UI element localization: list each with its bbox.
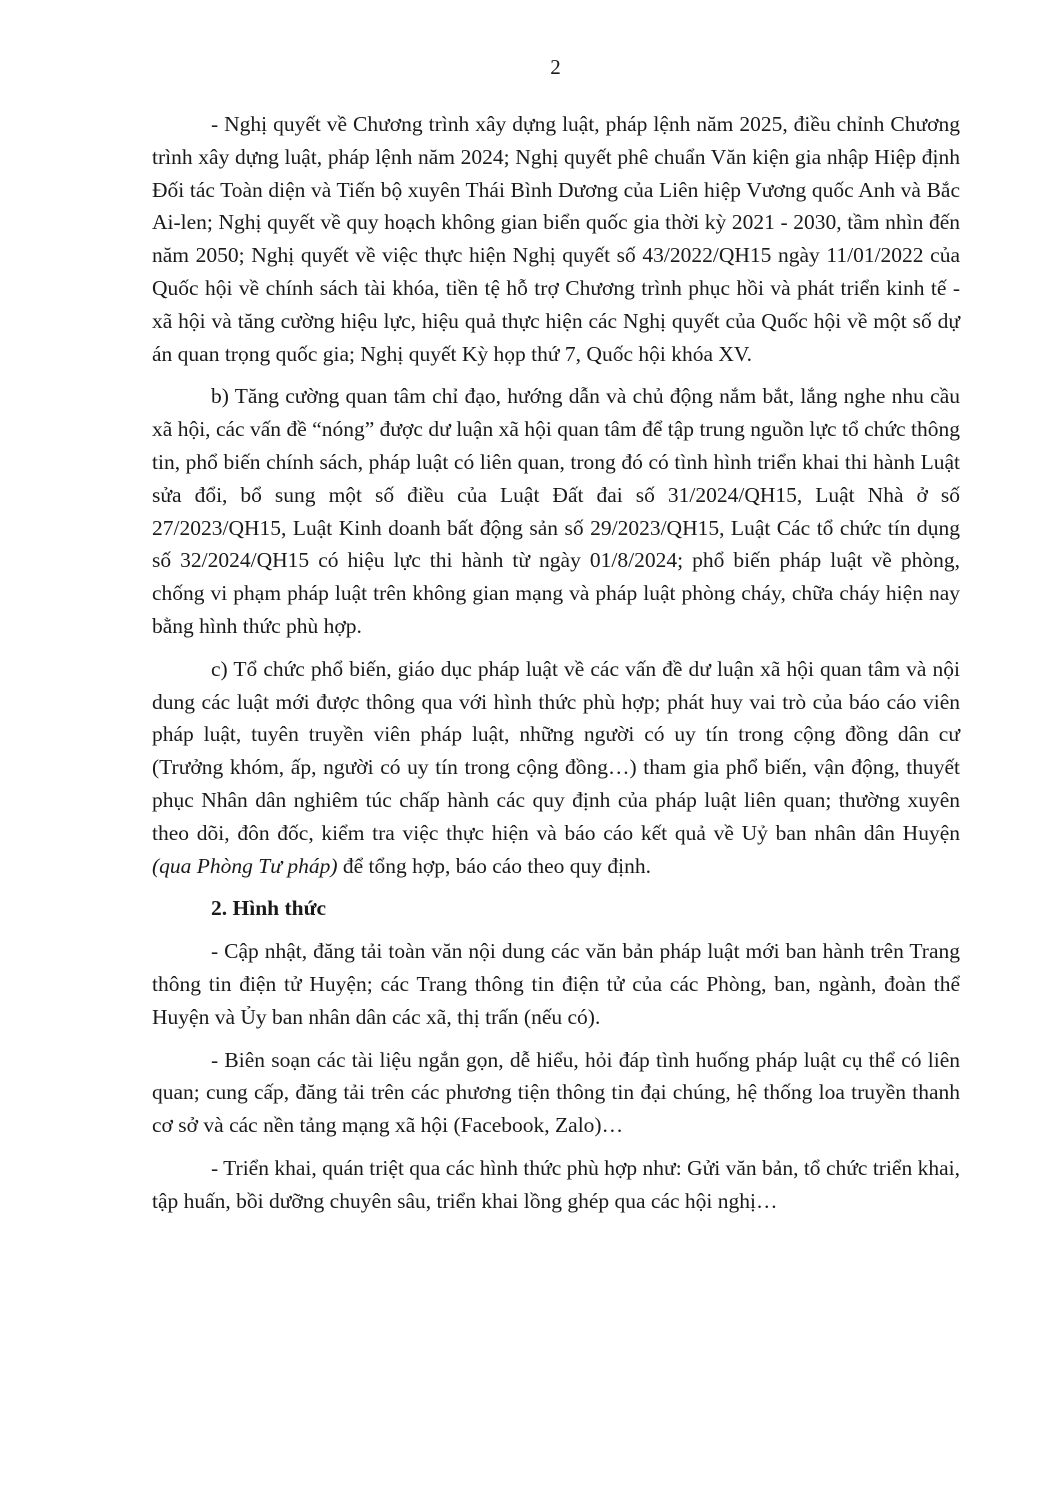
page-number: 2	[550, 55, 561, 79]
form-item: - Cập nhật, đăng tải toàn văn nội dung các văn bản pháp luật mới ban hành trên Trang thông tin điện tử Huyện; các Trang thông tin điện tử của các Phòng, ban, ngành, đoàn thể Huyện và Ủy ban nhân dân các xã, thị trấn (nếu có).	[152, 939, 960, 1029]
paragraph-c	[152, 653, 960, 883]
section-heading: 2. Hình thức	[211, 896, 327, 921]
paragraph-c-italic-note: (qua Phòng Tư pháp)	[152, 853, 338, 878]
paragraph-c-text: c) Tổ chức phổ biến, giáo dục pháp luật về các vấn đề dư luận xã hội quan tâm và nội dung các luật mới được thông qua với hình thức phù hợp; phát huy vai trò của báo cáo viên pháp luật, tuyên truyền viên pháp luật, những người có uy tín trong cộng đồng dân cư (Trưởng khóm, ấp, người có uy tín trong cộng đồng…) tham gia phổ biến, vận động, thuyết phục Nhân dân nghiêm túc chấp hành các quy định của pháp luật liên quan; thường xuyên theo dõi, đôn đốc, kiểm tra việc thực hiện và báo cáo kết quả về Uỷ ban nhân dân Huyện	[152, 656, 960, 845]
form-item: - Triển khai, quán triệt qua các hình thức phù hợp như: Gửi văn bản, tổ chức triển khai, tập huấn, bồi dưỡng chuyên sâu, triển khai lồng ghép qua các hội nghị…	[152, 1155, 960, 1213]
document-body	[152, 108, 960, 1228]
form-item: - Biên soạn các tài liệu ngắn gọn, dễ hiểu, hỏi đáp tình huống pháp luật cụ thể có liên quan; cung cấp, đăng tải trên các phương tiện thông tin đại chúng, hệ thống loa truyền thanh cơ sở và các nền tảng mạng xã hội (Facebook, Zalo)…	[152, 1047, 960, 1138]
paragraph-b: b) Tăng cường quan tâm chỉ đạo, hướng dẫn và chủ động nắm bắt, lắng nghe nhu cầu xã hội, các vấn đề “nóng” được dư luận xã hội quan tâm để tập trung nguồn lực tổ chức thông tin, phổ biến chính sách, pháp luật có liên quan, trong đó có tình hình triển khai thi hành Luật sửa đổi, bổ sung một số điều của Luật Đất đai số 31/2024/QH15, Luật Nhà ở số 27/2023/QH15, Luật Kinh doanh bất động sản số 29/2023/QH15, Luật Các tổ chức tín dụng số 32/2024/QH15 có hiệu lực thi hành từ ngày 01/8/2024; phổ biến pháp luật về phòng, chống vi phạm pháp luật trên không gian mạng và pháp luật phòng cháy, chữa cháy hiện nay bằng hình thức phù hợp.	[152, 384, 960, 638]
resolution-list-paragraph: - Nghị quyết về Chương trình xây dựng luật, pháp lệnh năm 2025, điều chỉnh Chương trình xây dựng luật, pháp lệnh năm 2024; Nghị quyết phê chuẩn Văn kiện gia nhập Hiệp định Đối tác Toàn diện và Tiến bộ xuyên Thái Bình Dương của Liên hiệp Vương quốc Anh và Bắc Ai-len; Nghị quyết về quy hoạch không gian biển quốc gia thời kỳ 2021 - 2030, tầm nhìn đến năm 2050; Nghị quyết về việc thực hiện Nghị quyết số 43/2022/QH15 ngày 11/01/2022 của Quốc hội về chính sách tài khóa, tiền tệ hỗ trợ Chương trình phục hồi và phát triển kinh tế - xã hội và tăng cường hiệu lực, hiệu quả thực hiện các Nghị quyết của Quốc hội về một số dự án quan trọng quốc gia; Nghị quyết Kỳ họp thứ 7, Quốc hội khóa XV.	[152, 112, 960, 366]
paragraph-c-text-end: để tổng hợp, báo cáo theo quy định.	[337, 853, 652, 878]
